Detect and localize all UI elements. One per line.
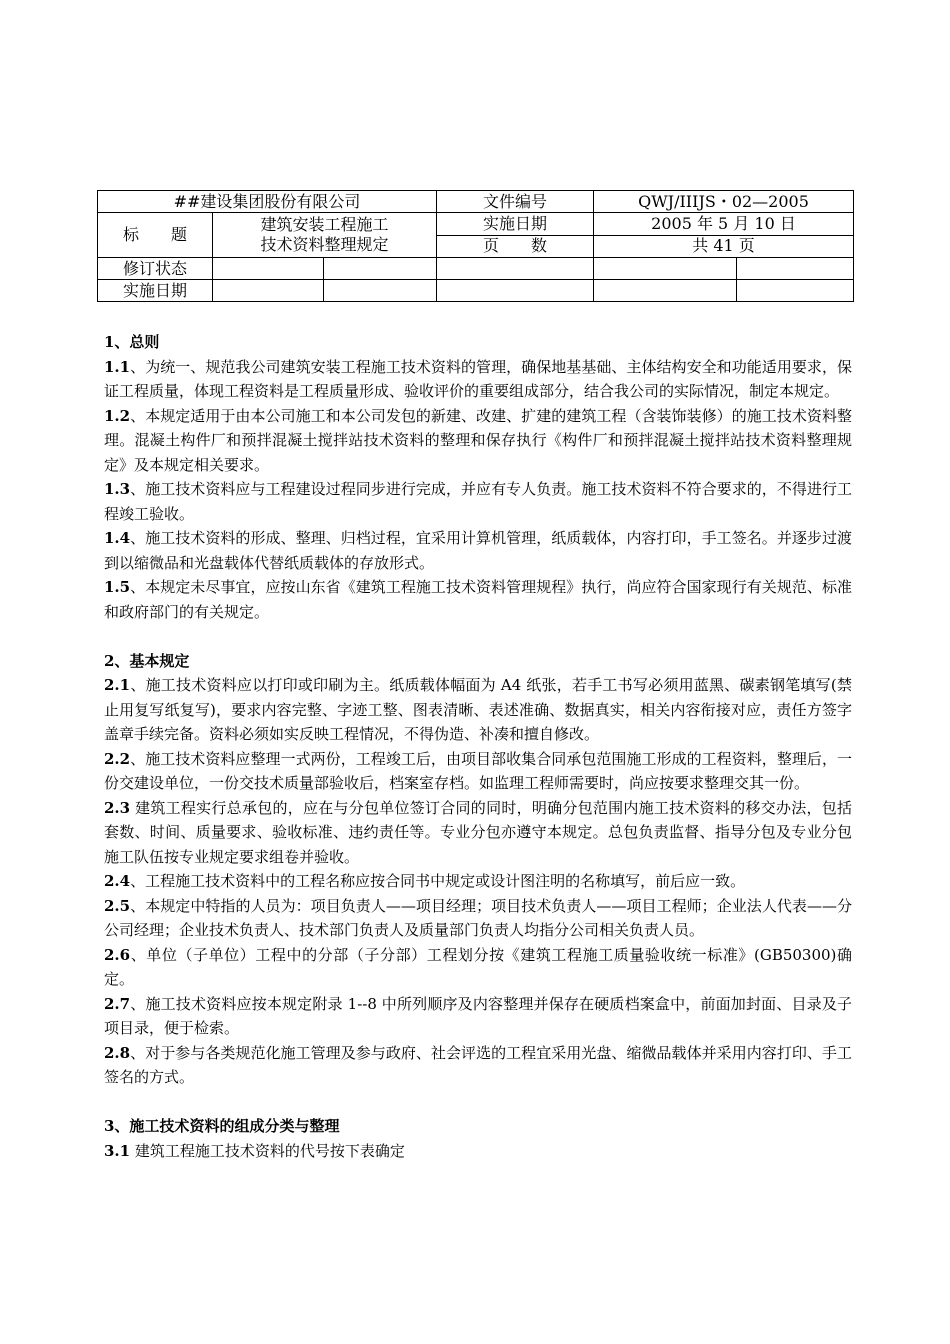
company-name: ##建设集团股份有限公司: [98, 191, 437, 213]
clause-text: 、施工技术资料应按本规定附录 1--8 中所列顺序及内容整理并保存在硬质档案盒中，前面加封面、目录及子项目录，便于检索。: [104, 994, 852, 1037]
empty-cell: [213, 258, 324, 280]
paragraph: [104, 869, 852, 894]
clause-number: 1.4: [104, 529, 131, 547]
paragraph: [104, 796, 852, 870]
clause-number: 2.1: [104, 676, 131, 694]
impl-date-label: 实施日期: [437, 213, 594, 236]
spacer: [104, 624, 852, 649]
document-header-table: [97, 190, 854, 302]
doc-number-label: 文件编号: [437, 191, 594, 213]
paragraph: [104, 1139, 852, 1164]
clause-number: 2.4: [104, 872, 131, 890]
paragraph: [104, 526, 852, 575]
empty-cell: [437, 258, 594, 280]
paragraph: [104, 943, 852, 992]
paragraph: [104, 404, 852, 478]
pages-value: 共 41 页: [594, 235, 854, 258]
clause-number: 2.5: [104, 896, 131, 915]
paragraph: [104, 747, 852, 796]
clause-number: 1.2: [104, 406, 131, 425]
title-value: [213, 213, 437, 258]
clause-text: 、施工技术资料的形成、整理、归档过程，宜采用计算机管理，纸质载体，内容打印，手工签名。并逐步过渡到以缩微品和光盘载体代替纸质载体的存放形式。: [104, 529, 852, 572]
paragraph: [104, 477, 852, 526]
clause-number: 2.2: [104, 749, 131, 768]
clause-text: 建筑工程施工技术资料的代号按下表确定: [130, 1141, 405, 1160]
empty-cell: [594, 280, 737, 302]
pages-label: 页 数: [437, 235, 594, 258]
revision-status-label: 修订状态: [98, 258, 213, 280]
paragraph: [104, 575, 852, 624]
empty-cell: [213, 280, 324, 302]
clause-text: 、单位（子单位）工程中的分部（子分部）工程划分按《建筑工程施工质量验收统一标准》(GB50300)确定。: [104, 945, 852, 988]
empty-cell: [324, 258, 437, 280]
clause-number: 2.6: [104, 945, 131, 964]
empty-cell: [737, 258, 854, 280]
empty-cell: [324, 280, 437, 302]
title-label: 标 题: [98, 213, 213, 258]
clause-text: 、为统一、规范我公司建筑安装工程施工技术资料的管理，确保地基基础、主体结构安全和功能适用要求，保证工程质量，体现工程资料是工程质量形成、验收评价的重要组成部分，结合我公司的实际情况，制定本规定。: [104, 357, 852, 400]
impl-date-value: 2005 年 5 月 10 日: [594, 213, 854, 236]
paragraph: [104, 673, 852, 747]
section-heading: 1、总则: [104, 333, 160, 351]
clause-number: 1.1: [104, 357, 131, 376]
clause-number: 2.7: [104, 994, 131, 1013]
clause-text: 、施工技术资料应与工程建设过程同步进行完成，并应有专人负责。施工技术资料不符合要求的，不得进行工程竣工验收。: [104, 480, 852, 523]
clause-number: 1.3: [104, 480, 131, 498]
paragraph: [104, 1041, 852, 1090]
clause-number: 2.3: [104, 798, 131, 817]
clause-text: 建筑工程实行总承包的，应在与分包单位签订合同的同时，明确分包范围内施工技术资料的移交办法，包括套数、时间、质量要求、验收标准、违约责任等。专业分包亦遵守本规定。总包负责监督、指导分包及专业分包施工队伍按专业规定要求组卷并验收。: [104, 798, 852, 866]
clause-text: 、本规定中特指的人员为：项目负责人——项目经理；项目技术负责人——项目工程师；企业法人代表——分公司经理；企业技术负责人、技术部门负责人及质量部门负责人均指分公司相关负责人员。: [104, 896, 852, 939]
clause-text: 、本规定适用于由本公司施工和本公司发包的新建、改建、扩建的建筑工程（含装饰装修）的施工技术资料整理。混凝土构件厂和预拌混凝土搅拌站技术资料的整理和保存执行《构件厂和预拌混凝土搅拌站技术资料整理规定》及本规定相关要求。: [104, 406, 852, 474]
section-heading: 3、施工技术资料的组成分类与整理: [104, 1117, 340, 1135]
clause-text: 、本规定未尽事宜，应按山东省《建筑工程施工技术资料管理规程》执行，尚应符合国家现行有关规范、标准和政府部门的有关规定。: [104, 578, 852, 621]
document-body: [104, 330, 852, 1163]
clause-text: 、工程施工技术资料中的工程名称应按合同书中规定或设计图注明的名称填写，前后应一致。: [130, 872, 746, 890]
paragraph: [104, 355, 852, 404]
spacer: [104, 1090, 852, 1115]
clause-number: 3.1: [104, 1141, 131, 1160]
clause-text: 、对于参与各类规范化施工管理及参与政府、社会评选的工程宜采用光盘、缩微品载体并采用内容打印、手工签名的方式。: [104, 1043, 852, 1086]
clause-text: 、施工技术资料应整理一式两份，工程竣工后，由项目部收集合同承包范围施工形成的工程资料，整理后，一份交建设单位，一份交技术质量部验收后，档案室存档。如监理工程师需要时，尚应按要求整理交其一份。: [104, 749, 852, 792]
impl-date-label-2: 实施日期: [98, 280, 213, 302]
title-line-1: 建筑安装工程施工: [260, 215, 389, 234]
clause-text: 、施工技术资料应以打印或印刷为主。纸质载体幅面为 A4 纸张，若手工书写必须用蓝黑、碳素钢笔填写(禁止用复写纸复写)，要求内容完整、字迹工整、图表清晰、表述准确、数据真实，相关内容衔接对应，责任方签字盖章手续完备。资料必须如实反映工程情况，不得伪造、补凑和擅自修改。: [104, 676, 852, 743]
clause-number: 1.5: [104, 578, 131, 596]
title-line-2: 技术资料整理规定: [260, 235, 389, 254]
section-heading: 2、基本规定: [104, 651, 190, 670]
clause-number: 2.8: [104, 1043, 131, 1062]
doc-number-value: QWJ/IIIJS・02—2005: [594, 191, 854, 213]
paragraph: [104, 894, 852, 943]
empty-cell: [594, 258, 737, 280]
empty-cell: [437, 280, 594, 302]
empty-cell: [737, 280, 854, 302]
paragraph: [104, 992, 852, 1041]
